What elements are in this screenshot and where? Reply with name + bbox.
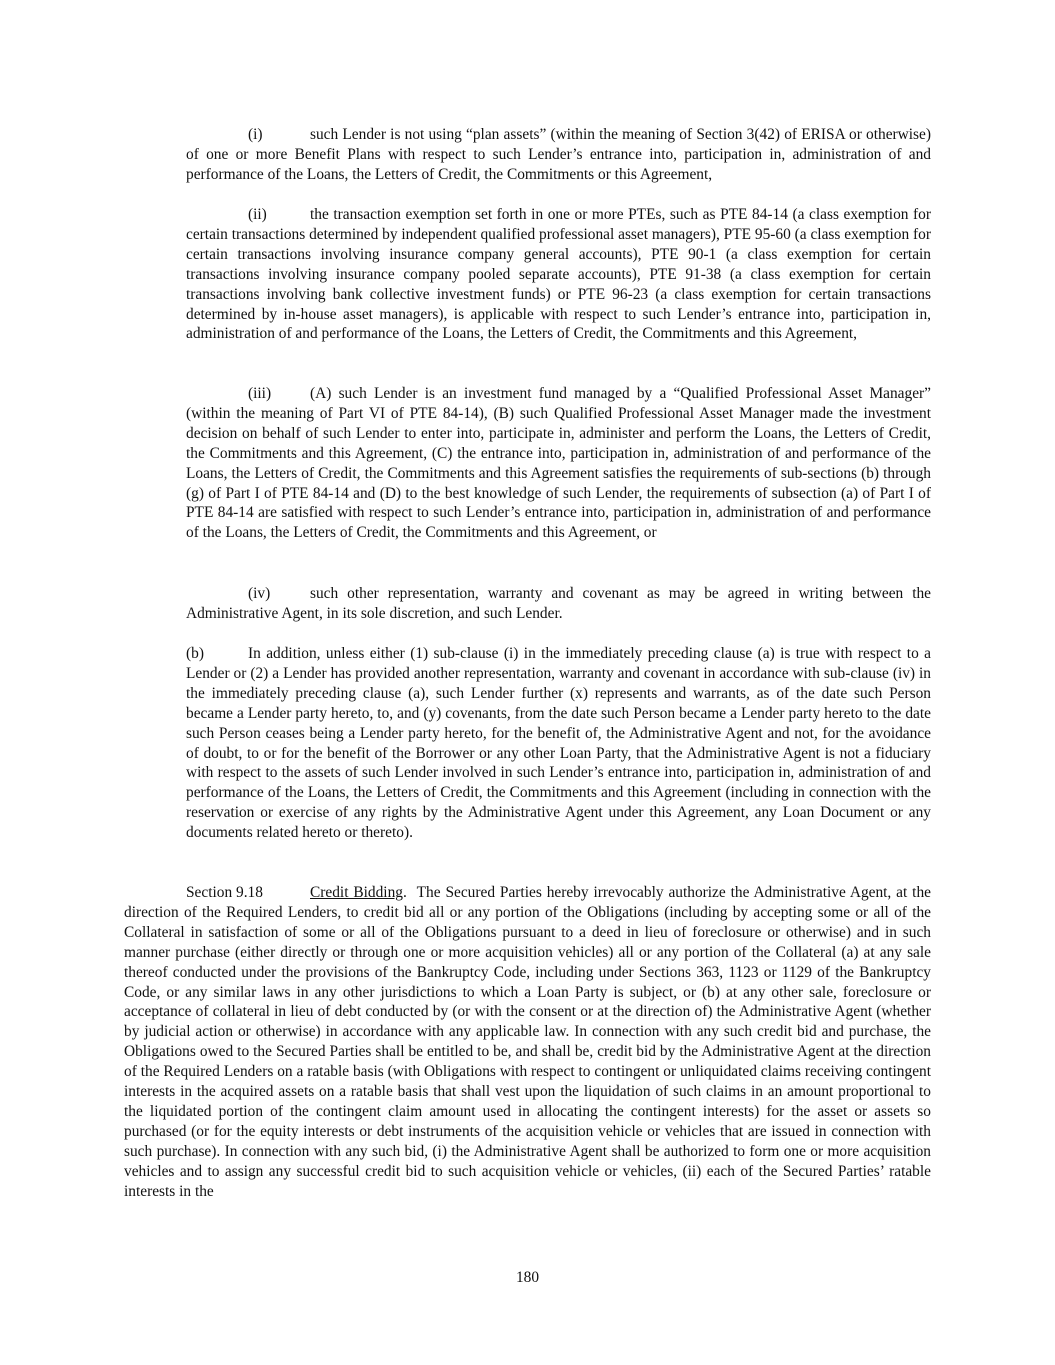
section-number: Section 9.18 [186, 884, 263, 901]
clause-i-label: (i) [248, 126, 263, 143]
clause-b-label: (b) [186, 645, 204, 662]
clause-iii-label: (iii) [248, 385, 272, 402]
clause-i [186, 125, 931, 185]
clause-b-text: In addition, unless either (1) sub-clause (i) in the immediately preceding clause (a) is true with respect to a Lender or (2) a Lender has provided another representation, warranty and covenant in accordance with sub-clause (iv) in the immediately preceding clause (a), such Lender further (x) represents and warrants, as of the date such Person became a Lender party hereto, to, and (y) covenants, from the date such Person became a Lender party hereto to the date such Person ceases being a Lender party hereto, for the benefit of, the Administrative Agent and not, for the avoidance of doubt, to or for the benefit of the Borrower or any other Loan Party, that the Administrative Agent is not a fiduciary with respect to the assets of such Lender involved in such Lender’s entrance into, participation in, administration of and performance of the Loans, the Letters of Credit, the Commitments and this Agreement (including in connection with the reservation or exercise of any rights by the Administrative Agent under this Agreement, any Loan Document or any documents related hereto or thereto). [186, 645, 931, 842]
clause-iii-text: (A) such Lender is an investment fund managed by a “Qualified Professional Asset Manager” (within the meaning of Part VI of PTE 84-14), (B) such Qualified Professional Asset Manager made the investment decision on behalf of such Lender to enter into, participate in, administer and perform the Loans, the Letters of Credit, the Commitments and this Agreement, (C) the entrance into, participation in, administration of and performance of the Loans, the Letters of Credit, the Commitments and this Agreement satisfies the requirements of sub-sections (b) through (g) of Part I of PTE 84-14 and (D) to the best knowledge of such Lender, the requirements of subsection (a) of Part I of PTE 84-14 are satisfied with respect to such Lender’s entrance into, participation in, administration of and performance of the Loans, the Letters of Credit, the Commitments and this Agreement, or [186, 385, 931, 542]
clause-iii [186, 384, 931, 543]
clause-iv-label: (iv) [248, 585, 271, 602]
page-number: 180 [515, 1269, 540, 1286]
clause-ii-text: the transaction exemption set forth in one or more PTEs, such as PTE 84-14 (a class exemption for certain transactions determined by independent qualified professional asset managers), PTE 95-60 (a class exemption for certain transactions involving insurance company general accounts), PTE 90-1 (a class exemption for certain transactions involving insurance company pooled separate accounts), PTE 91-38 (a class exemption for certain transactions involving bank collective investment funds) or PTE 96-23 (a class exemption for certain transactions determined by in-house asset managers), is applicable with respect to such Lender’s entrance into, participation in, administration of and performance of the Loans, the Letters of Credit, the Commitments and this Agreement, [186, 206, 931, 343]
section-text: The Secured Parties hereby irrevocably authorize the Administrative Agent, at the direction of the Required Lenders, to credit bid all or any portion of the Obligations (including by accepting some or all of the Collateral in satisfaction of some or all of the Obligations pursuant to a deed in lieu of foreclosure or otherwise) and in such manner purchase (either directly or through one or more acquisition vehicles) all or any portion of the Collateral (a) at any sale thereof conducted under the provisions of the Bankruptcy Code, including under Sections 363, 1123 or 1129 of the Bankruptcy Code, or any similar laws in any other jurisdictions to which a Loan Party is subject, or (b) at any other sale, foreclosure or acceptance of collateral in lieu of debt conducted by (or with the consent or at the direction of) the Administrative Agent (whether by judicial action or otherwise) in accordance with any applicable law. In connection with any such credit bid and purchase, the Obligations owed to the Secured Parties shall be entitled to be, and shall be, credit bid by the Administrative Agent at the direction of the Required Lenders on a ratable basis (with Obligations with respect to contingent or unliquidated claims receiving contingent interests in the acquired assets on a ratable basis that shall vest upon the liquidation of such claims in an amount proportional to the liquidated portion of the contingent claim amount used in allocating the contingent interests) for the asset or assets so purchased (or for the equity interests or debt instruments of the acquisition vehicle or vehicles that are issued in connection with such purchase). In connection with any such bid, (i) the Administrative Agent shall be authorized to form one or more acquisition vehicles and to assign any successful credit bid to such acquisition vehicle or vehicles, (ii) each of the Secured Parties’ ratable interests in the [124, 884, 931, 1200]
clause-iv [186, 584, 931, 624]
clause-ii [186, 205, 931, 344]
section-heading: Credit Bidding [310, 884, 403, 901]
clause-ii-label: (ii) [248, 206, 267, 223]
clause-b [186, 644, 931, 843]
clause-i-text: such Lender is not using “plan assets” (within the meaning of Section 3(42) of ERISA or otherwise) of one or more Benefit Plans with respect to such Lender’s entrance into, participation in, administration of and performance of the Loans, the Letters of Credit, the Commitments or this Agreement, [186, 126, 931, 183]
clause-iv-text: such other representation, warranty and covenant as may be agreed in writing between the Administrative Agent, in its sole discretion, and such Lender. [186, 585, 931, 622]
section-heading-punct: . [402, 884, 407, 901]
section-9-18 [124, 883, 931, 1202]
